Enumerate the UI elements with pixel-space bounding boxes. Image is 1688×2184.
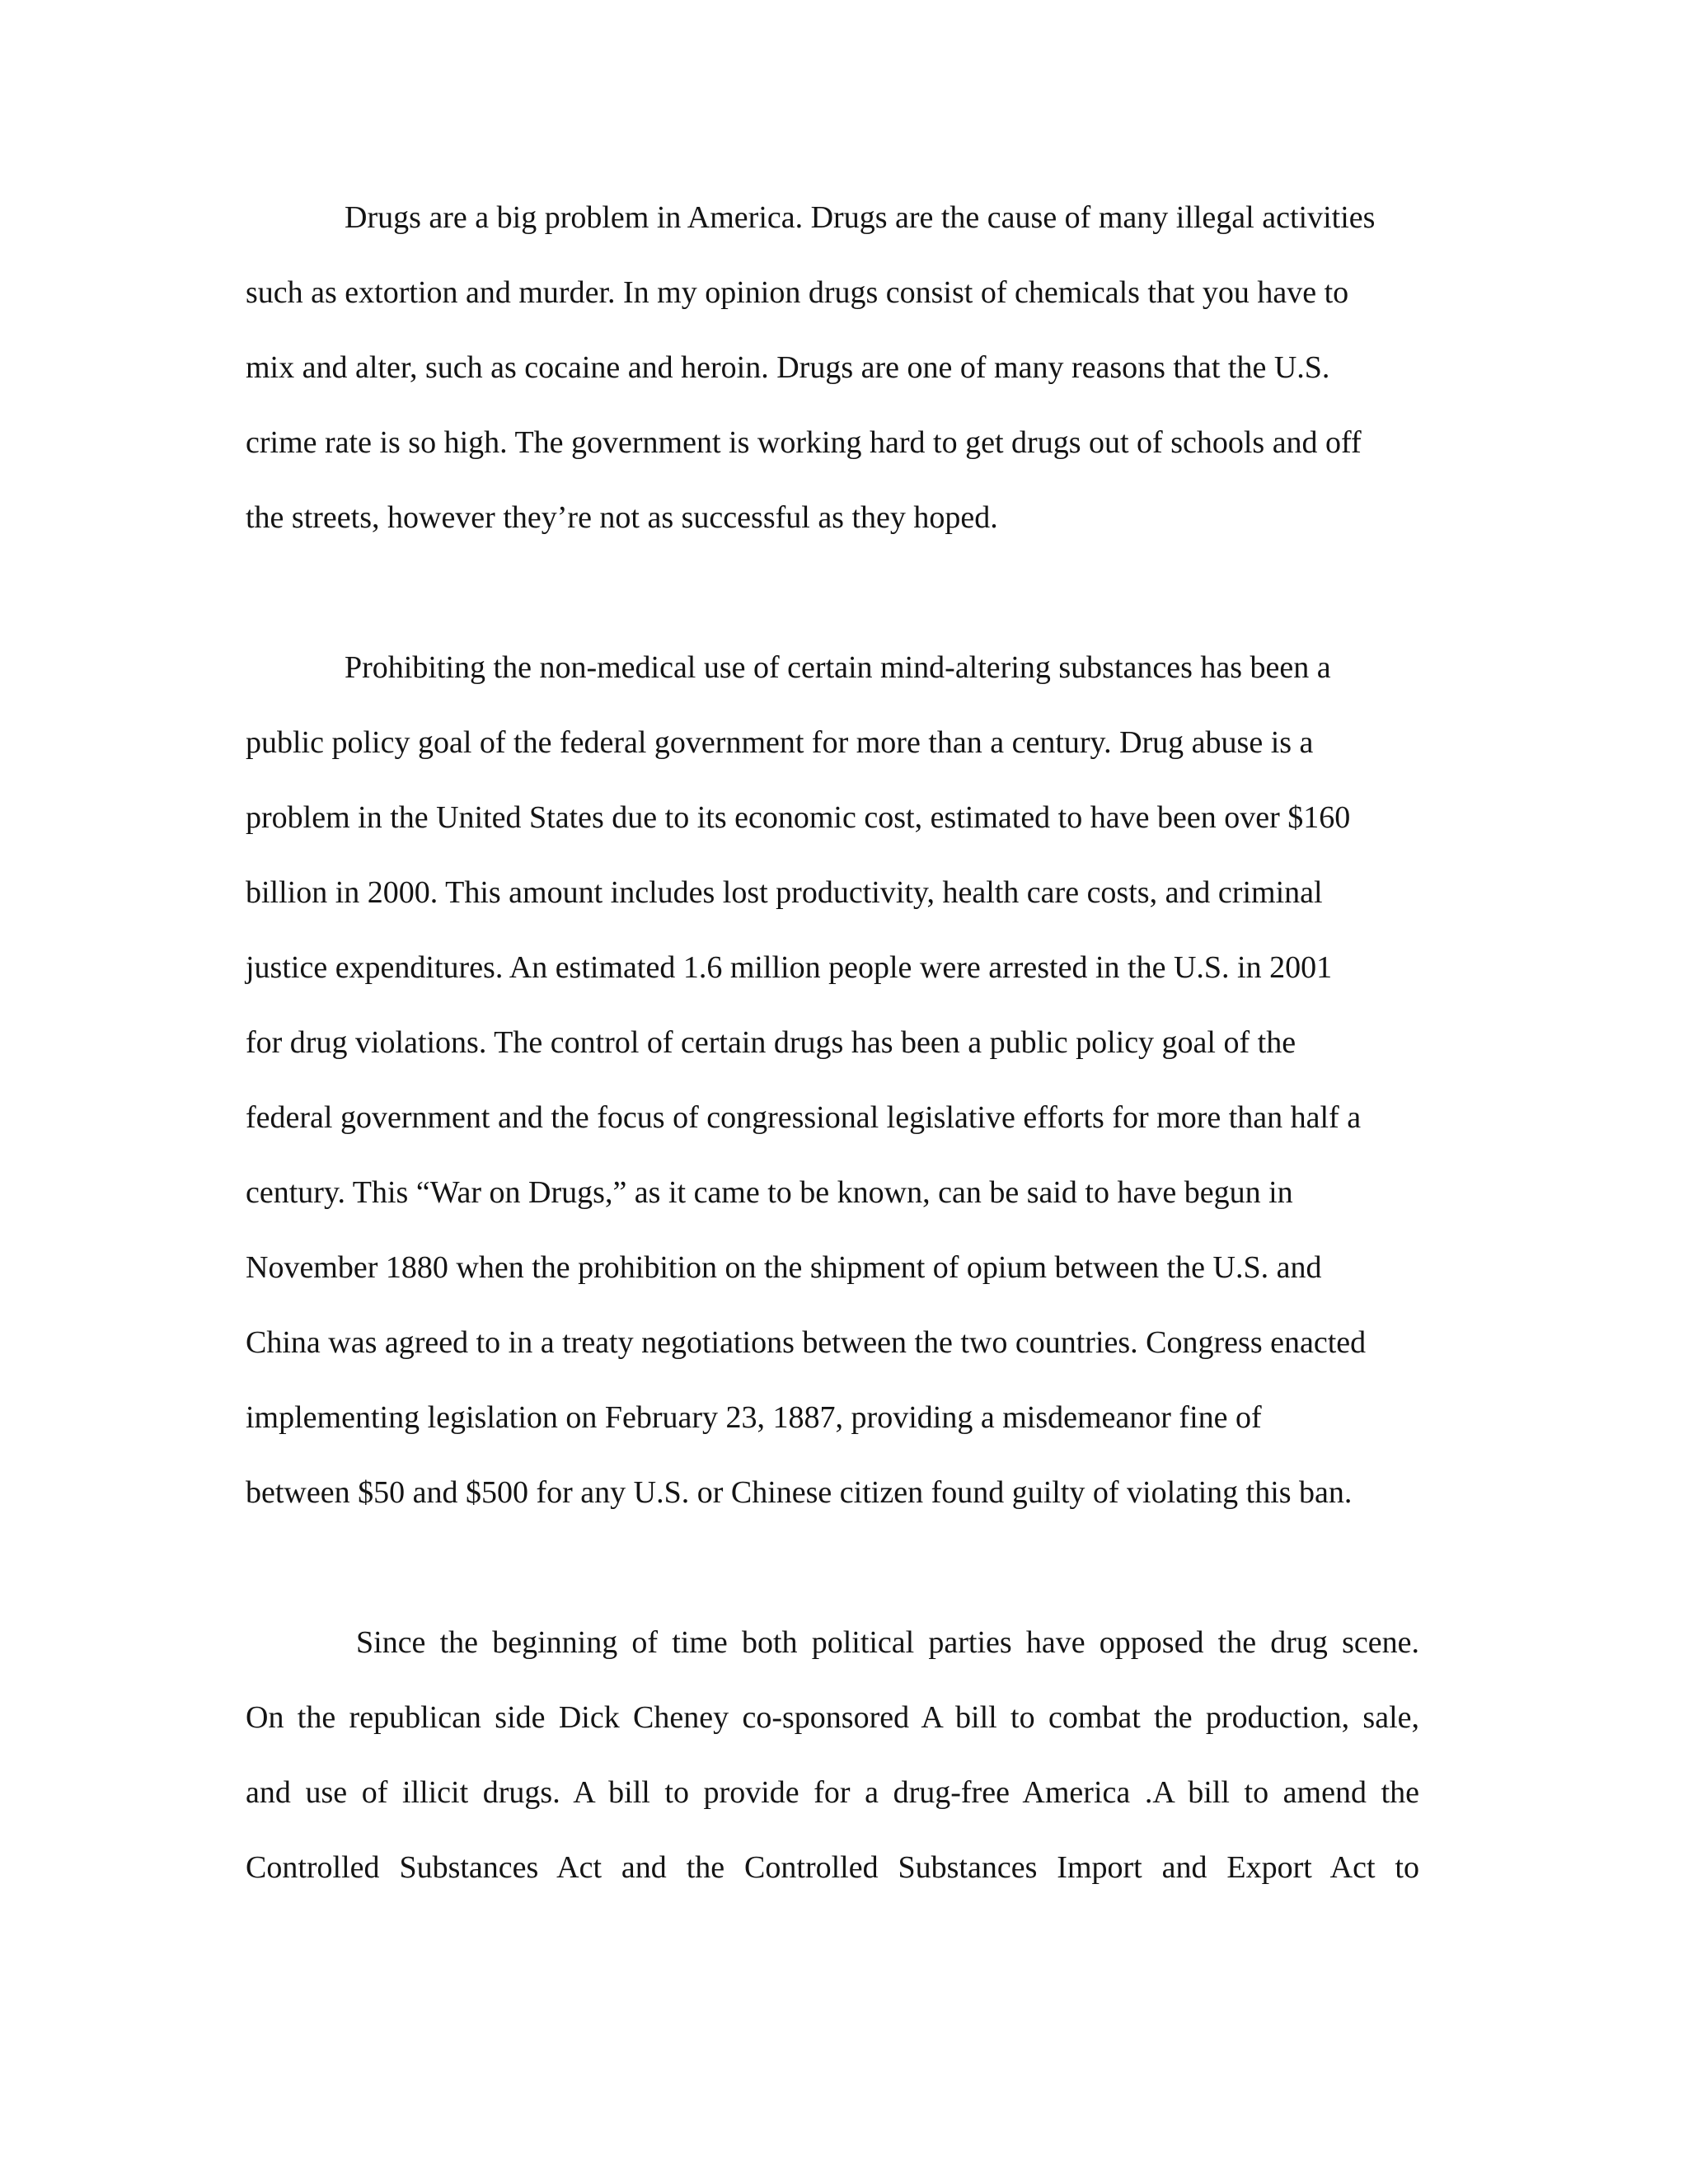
paragraph-line: Controlled Substances Act and the Controlled Substances Import and Export Act to: [246, 1850, 1419, 1885]
paragraph-line: and use of illicit drugs. A bill to provide for a drug-free America .A bill to amend the: [246, 1775, 1419, 1810]
paragraph-line: for drug violations. The control of certain drugs has been a public policy goal of the: [246, 1025, 1296, 1060]
paragraph-line: such as extortion and murder. In my opinion drugs consist of chemicals that you have to: [246, 275, 1349, 310]
paragraph-line: implementing legislation on February 23, 1887, providing a misdemeanor fine of: [246, 1400, 1262, 1435]
paragraph-line: justice expenditures. An estimated 1.6 million people were arrested in the U.S. in 2001: [246, 950, 1333, 985]
paragraph-line: billion in 2000. This amount includes lost productivity, health care costs, and criminal: [246, 875, 1323, 910]
paragraph-line: between $50 and $500 for any U.S. or Chinese citizen found guilty of violating this ban.: [246, 1475, 1353, 1510]
paragraph-line: Prohibiting the non-medical use of certain mind-altering substances has been a: [345, 650, 1331, 685]
paragraph-line: problem in the United States due to its economic cost, estimated to have been over $160: [246, 800, 1351, 835]
paragraph-line: century. This “War on Drugs,” as it came to be known, can be said to have begun in: [246, 1175, 1293, 1210]
paragraph-line: the streets, however they’re not as successful as they hoped.: [246, 500, 998, 535]
paragraph-line: China was agreed to in a treaty negotiations between the two countries. Congress enacted: [246, 1325, 1367, 1360]
paragraph-line: public policy goal of the federal government for more than a century. Drug abuse is a: [246, 725, 1314, 760]
paragraph-line: Drugs are a big problem in America. Drugs are the cause of many illegal activities: [345, 200, 1376, 235]
paragraph-line: federal government and the focus of congressional legislative efforts for more than half a: [246, 1100, 1362, 1135]
paragraph-line: crime rate is so high. The government is working hard to get drugs out of schools and off: [246, 425, 1362, 460]
paragraph-line: mix and alter, such as cocaine and heroin. Drugs are one of many reasons that the U.S.: [246, 350, 1330, 385]
paragraph-line: November 1880 when the prohibition on the shipment of opium between the U.S. and: [246, 1250, 1322, 1285]
paragraph-line: Since the beginning of time both political parties have opposed the drug scene.: [356, 1625, 1419, 1660]
paragraph-line: On the republican side Dick Cheney co-sponsored A bill to combat the production, sale,: [246, 1700, 1419, 1735]
